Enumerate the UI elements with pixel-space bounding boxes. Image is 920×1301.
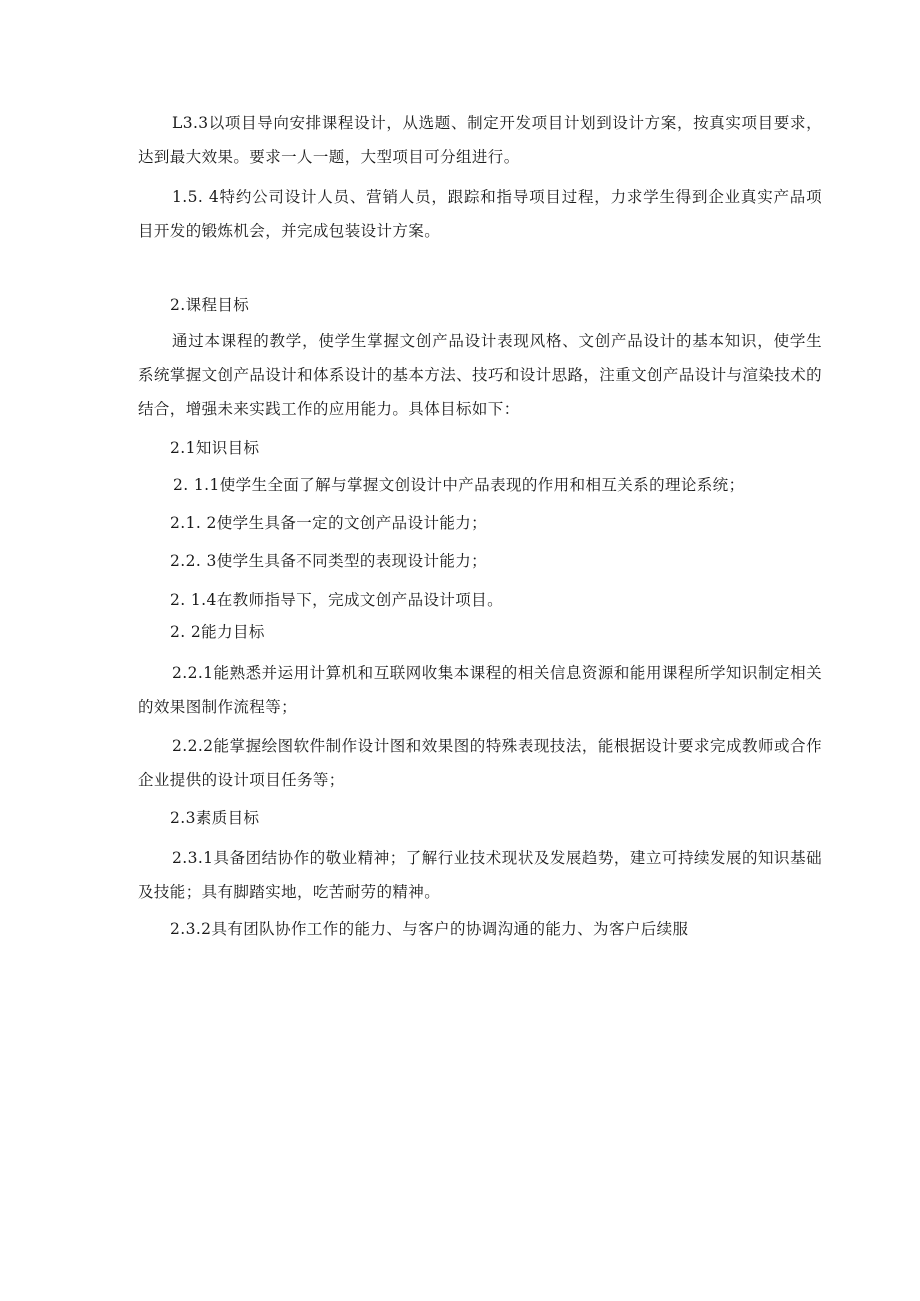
section-heading-course-goals: 2.课程目标 — [170, 296, 250, 314]
paragraph-1-5-4: 1.5. 4特约公司设计人员、营销人员，跟踪和指导项目过程，力求学生得到企业真实产品项目开发的锻炼机会，并完成包装设计方案。 — [138, 188, 822, 240]
paragraph-1-3-3: L3.3以项目导向安排课程设计，从选题、制定开发项目计划到设计方案，按真实项目要求，达到最大效果。要求一人一题，大型项目可分组进行。 — [138, 114, 822, 166]
ability-goal-1: 2.2.1能熟悉并运用计算机和互联网收集本课程的相关信息资源和能用课程所学知识制定相关的效果图制作流程等； — [138, 664, 822, 716]
subheading-ability-goals: 2. 2能力目标 — [170, 623, 265, 641]
knowledge-goal-3: 2.2. 3使学生具备不同类型的表现设计能力； — [170, 552, 488, 570]
quality-goal-1: 2.3.1具备团结协作的敬业精神；了解行业技术现状及发展趋势，建立可持续发展的知识基础及技能；具有脚踏实地，吃苦耐劳的精神。 — [138, 849, 822, 901]
ability-goal-2: 2.2.2能掌握绘图软件制作设计图和效果图的特殊表现技法，能根据设计要求完成教师或合作企业提供的设计项目任务等； — [138, 737, 822, 789]
quality-goal-2: 2.3.2具有团队协作工作的能力、与客户的协调沟通的能力、为客户后续服 — [170, 920, 689, 938]
subheading-knowledge-goals: 2.1知识目标 — [170, 439, 260, 457]
knowledge-goal-2: 2.1. 2使学生具备一定的文创产品设计能力； — [170, 514, 488, 532]
subheading-quality-goals: 2.3素质目标 — [170, 809, 260, 827]
paragraph-course-goals-intro: 通过本课程的教学，使学生掌握文创产品设计表现风格、文创产品设计的基本知识，使学生系统掌握文创产品设计和体系设计的基本方法、技巧和设计思路，注重文创产品设计与渲染技术的结合，增强未来实践工作的应用能力。具体目标如下： — [138, 332, 822, 418]
knowledge-goal-4: 2. 1.4在教师指导下，完成文创产品设计项目。 — [170, 591, 503, 609]
knowledge-goal-1: 2. 1.1使学生全面了解与掌握文创设计中产品表现的作用和相互关系的理论系统； — [173, 476, 745, 494]
